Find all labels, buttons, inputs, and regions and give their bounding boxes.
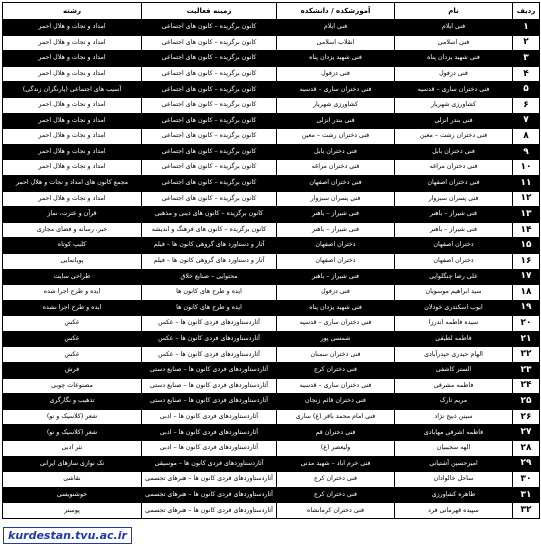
field-cell: امداد و نجات و هلال احمر [3,51,142,67]
row-number-cell: ۶ [513,97,540,113]
field-cell: تک نوازی سازهای ایرانی [3,456,142,472]
field-cell: امداد و نجات و هلال احمر [3,129,142,145]
row-number-cell: ۲۶ [513,409,540,425]
table-row [3,82,540,98]
faculty-cell: فنی دختران ساری – قدسیه [277,378,395,394]
name-cell: الستر کاشفی [395,363,513,379]
table-row [3,316,540,332]
activity-cell: کانون برگزیده – کانون های اجتماعی [142,175,277,191]
name-cell: الهام حیدری حیدرآبادی [395,347,513,363]
name-cell: ساحل خالوادان [395,472,513,488]
row-number-cell: ۳۱ [513,487,540,503]
winners-table [2,2,540,519]
field-cell: طراحی سایت [3,269,142,285]
field-cell: خبر، رسانه و فضای مجازی [3,222,142,238]
field-cell: خوشنویسی [3,487,142,503]
row-number-cell: ۲ [513,35,540,51]
table-row [3,160,540,176]
name-cell: فنی دختران اصفهان [395,175,513,191]
name-cell: فنی دختران ساری – قدسیه [395,82,513,98]
faculty-cell: فنی شهید یزدان پناه [277,51,395,67]
table-row [3,35,540,51]
activity-cell: کانون برگزیده – کانون های اجتماعی [142,129,277,145]
table-row [3,269,540,285]
name-cell: امیرحسین آشتیانی [395,456,513,472]
table-row [3,378,540,394]
field-cell: فرش [3,363,142,379]
activity-cell: کانون برگزیده – کانون های اجتماعی [142,51,277,67]
faculty-cell: فنی شیراز – باهنر [277,207,395,223]
row-number-cell: ۷ [513,113,540,129]
row-number-cell: ۲۹ [513,456,540,472]
row-number-cell: ۲۴ [513,378,540,394]
name-cell: کشاورزی شهریار [395,97,513,113]
table-row [3,66,540,82]
name-cell: فاطمه اشرفی مهابادی [395,425,513,441]
name-cell: فنی شیراز – باهنر [395,222,513,238]
table-row [3,285,540,301]
faculty-cell: فنی دختران قائم زنجان [277,394,395,410]
name-cell: فاطمه لطیفی [395,331,513,347]
faculty-cell: فنی دختران بابل [277,144,395,160]
faculty-cell: فنی ایلام [277,20,395,36]
faculty-cell: فنی دزفول [277,66,395,82]
activity-cell: کانون برگزیده – کانون های فرهنگ و اندیشه [142,222,277,238]
name-cell: فنی پسران سبزوار [395,191,513,207]
row-number-cell: ۳۰ [513,472,540,488]
row-number-cell: ۲۸ [513,441,540,457]
faculty-cell: شمسی پور [277,331,395,347]
table-body [3,20,540,519]
faculty-cell: فنی دختران کرج [277,472,395,488]
table-row [3,97,540,113]
header-name: نام [395,3,513,20]
row-number-cell: ۲۱ [513,331,540,347]
winners-table-container [2,2,539,519]
field-cell: عکس [3,347,142,363]
header-field: رشته [3,3,142,20]
activity-cell: آثاردستاوردهای فردی کانون ها – صنایع دستی [142,394,277,410]
row-number-cell: ۱۱ [513,175,540,191]
field-cell: نثر ادبی [3,441,142,457]
faculty-cell: دختران اصفهان [277,253,395,269]
table-row [3,331,540,347]
field-cell: تذهیب و نگارگری [3,394,142,410]
field-cell: مصنوعات چوبی [3,378,142,394]
row-number-cell: ۲۲ [513,347,540,363]
faculty-cell: فنی شیراز – باهنر [277,269,395,285]
table-row [3,456,540,472]
table-row [3,207,540,223]
field-cell: امداد و نجات و هلال احمر [3,113,142,129]
faculty-cell: انقلاب اسلامی [277,35,395,51]
field-cell: امداد و نجات و هلال احمر [3,144,142,160]
activity-cell: آثاردستاوردهای فردی کانون ها – صنایع دستی [142,363,277,379]
field-cell: امداد و نجات و هلال احمر [3,160,142,176]
site-watermark: kurdestan.tvu.ac.ir [3,527,132,544]
field-cell: عکس [3,331,142,347]
field-cell: پوستر [3,503,142,519]
table-row [3,472,540,488]
row-number-cell: ۱۹ [513,300,540,316]
row-number-cell: ۱ [513,20,540,36]
row-number-cell: ۲۷ [513,425,540,441]
table-row [3,425,540,441]
activity-cell: کانون برگزیده – کانون های اجتماعی [142,20,277,36]
field-cell: امداد و نجات و هلال احمر [3,66,142,82]
row-number-cell: ۵ [513,82,540,98]
faculty-cell: فنی شهید یزدان پناه [277,300,395,316]
activity-cell: کانون برگزیده – کانون های اجتماعی [142,160,277,176]
activity-cell: ایده و طرح های کانون ها [142,285,277,301]
activity-cell: آثاردستاوردهای فردی کانون ها – موسیقی [142,456,277,472]
table-row [3,51,540,67]
row-number-cell: ۱۸ [513,285,540,301]
name-cell: مریم تارک [395,394,513,410]
activity-cell: آثار و دستاورد های گروهی کانون ها – فیلم [142,253,277,269]
activity-cell: آثاردستاوردهای فردی کانون ها – عکس [142,347,277,363]
table-row [3,129,540,145]
row-number-cell: ۱۳ [513,207,540,223]
faculty-cell: فنی دختران کرج [277,363,395,379]
activity-cell: آثاردستاوردهای فردی کانون ها – صنایع دستی [142,378,277,394]
name-cell: سپیده قهرمانی فرد [395,503,513,519]
field-cell: کلیپ کوتاه [3,238,142,254]
table-row [3,503,540,519]
table-row [3,487,540,503]
field-cell: امداد و نجات و هلال احمر [3,97,142,113]
table-header [3,3,540,20]
activity-cell: کانون برگزیده – کانون های اجتماعی [142,191,277,207]
table-row [3,113,540,129]
row-number-cell: ۴ [513,66,540,82]
table-row [3,347,540,363]
name-cell: فنی دختران بابل [395,144,513,160]
faculty-cell: فنی دختران مراغه [277,160,395,176]
table-row [3,441,540,457]
activity-cell: کانون برگزیده – کانون های اجتماعی [142,35,277,51]
field-cell: امداد و نجات و هلال احمر [3,191,142,207]
activity-cell: محتوایی – صنایع خلاق [142,269,277,285]
field-cell: شعر (کلاسیک و نو) [3,425,142,441]
field-cell: آسیب های اجتماعی (پارنگران زندگی) [3,82,142,98]
field-cell: مجمع کانون های امداد و نجات و هلال احمر [3,175,142,191]
activity-cell: کانون برگزیده – کانون های اجتماعی [142,113,277,129]
name-cell: فنی اسلامی [395,35,513,51]
activity-cell: کانون برگزیده – کانون های اجتماعی [142,144,277,160]
faculty-cell: فنی دختران کرمانشاه [277,503,395,519]
name-cell: فنی بندر انزلی [395,113,513,129]
name-cell: ایوب اسکندری خودلان [395,300,513,316]
name-cell: فاطمه مشرقی [395,378,513,394]
name-cell: فنی شیراز – باهنر [395,207,513,223]
field-cell: امداد و نجات و هلال احمر [3,35,142,51]
name-cell: طاهره کشاورزی [395,487,513,503]
name-cell: دختران اصفهان [395,238,513,254]
field-cell: پویانمایی [3,253,142,269]
field-cell: ایده و طرح اجرا نشده [3,300,142,316]
faculty-cell: فنی پسران سبزوار [277,191,395,207]
faculty-cell: فنی دزفول [277,285,395,301]
table-row [3,363,540,379]
faculty-cell: کشاورزی شهریار [277,97,395,113]
field-cell: عکس [3,316,142,332]
table-row [3,300,540,316]
row-number-cell: ۱۷ [513,269,540,285]
row-number-cell: ۱۵ [513,238,540,254]
activity-cell: آثار و دستاورد های گروهی کانون ها – فیلم [142,238,277,254]
faculty-cell: فنی دختران ساری – قدسیه [277,82,395,98]
faculty-cell: فنی دختران رشت – معین [277,129,395,145]
faculty-cell: ولیعصر (ع) [277,441,395,457]
row-number-cell: ۱۶ [513,253,540,269]
faculty-cell: دختران اصفهان [277,238,395,254]
faculty-cell: فنی امام محمد باقر (ع) ساری [277,409,395,425]
faculty-cell: فنی شیراز – باهنر [277,222,395,238]
name-cell: فنی دختران رشت – معین [395,129,513,145]
table-row [3,394,540,410]
faculty-cell: فنی دختران کرج [277,487,395,503]
table-row [3,253,540,269]
table-row [3,144,540,160]
faculty-cell: فنی دختران قم [277,425,395,441]
table-row [3,222,540,238]
activity-cell: آثاردستاوردهای فردی کانون ها – عکس [142,316,277,332]
table-row [3,238,540,254]
row-number-cell: ۸ [513,129,540,145]
table-row [3,191,540,207]
activity-cell: آثاردستاوردهای فردی کانون ها – ادبی [142,409,277,425]
header-row-number: ردیف [513,3,540,20]
faculty-cell: فنی بندر انزلی [277,113,395,129]
table-row [3,175,540,191]
faculty-cell: فنی خرم اباد – شهید مدنی [277,456,395,472]
name-cell: دختران اصفهان [395,253,513,269]
row-number-cell: ۳۲ [513,503,540,519]
name-cell: سینن ذبیح نژاد [395,409,513,425]
name-cell: فنی دزفول [395,66,513,82]
field-cell: نقاشی [3,472,142,488]
name-cell: علی رضا چنگلوایی [395,269,513,285]
activity-cell: آثاردستاوردهای فردی کانون ها – هنرهای تجسمی [142,503,277,519]
activity-cell: آثاردستاوردهای فردی کانون ها – ادبی [142,425,277,441]
header-row [3,3,540,20]
activity-cell: کانون برگزیده – کانون های اجتماعی [142,82,277,98]
name-cell: سیده فاطمه اندرزا [395,316,513,332]
name-cell: فنی ایلام [395,20,513,36]
header-faculty: آموزشکده / دانشکده [277,3,395,20]
name-cell: فنی شهید یزدان پناه [395,51,513,67]
name-cell: فنی دختران مراغه [395,160,513,176]
row-number-cell: ۱۰ [513,160,540,176]
name-cell: سید ابراهیم موسویان [395,285,513,301]
activity-cell: کانون برگزیده – کانون های اجتماعی [142,97,277,113]
row-number-cell: ۳ [513,51,540,67]
row-number-cell: ۱۴ [513,222,540,238]
faculty-cell: فنی دختران ساری – قدسیه [277,316,395,332]
header-activity: زمینه فعالیت [142,3,277,20]
name-cell: الهه سجیبیان [395,441,513,457]
table-row [3,409,540,425]
activity-cell: کانون برگزیده – کانون های اجتماعی [142,66,277,82]
activity-cell: کانون برگزیده – کانون های دینی و مذهبی [142,207,277,223]
activity-cell: آثاردستاوردهای فردی کانون ها – هنرهای تجسمی [142,487,277,503]
activity-cell: ایده و طرح های کانون ها [142,300,277,316]
row-number-cell: ۹ [513,144,540,160]
field-cell: امداد و نجات و هلال احمر [3,20,142,36]
activity-cell: آثاردستاوردهای فردی کانون ها – ادبی [142,441,277,457]
row-number-cell: ۱۲ [513,191,540,207]
row-number-cell: ۲۰ [513,316,540,332]
activity-cell: آثاردستاوردهای فردی کانون ها – عکس [142,331,277,347]
row-number-cell: ۲۵ [513,394,540,410]
activity-cell: آثاردستاوردهای فردی کانون ها – هنرهای تجسمی [142,472,277,488]
field-cell: ایده و طرح اجرا شده [3,285,142,301]
faculty-cell: فنی دختران سمنان [277,347,395,363]
field-cell: قرآن و عترت، نماز [3,207,142,223]
table-row [3,20,540,36]
field-cell: شعر (کلاسیک و نو) [3,409,142,425]
faculty-cell: فنی دختران اصفهان [277,175,395,191]
row-number-cell: ۲۳ [513,363,540,379]
